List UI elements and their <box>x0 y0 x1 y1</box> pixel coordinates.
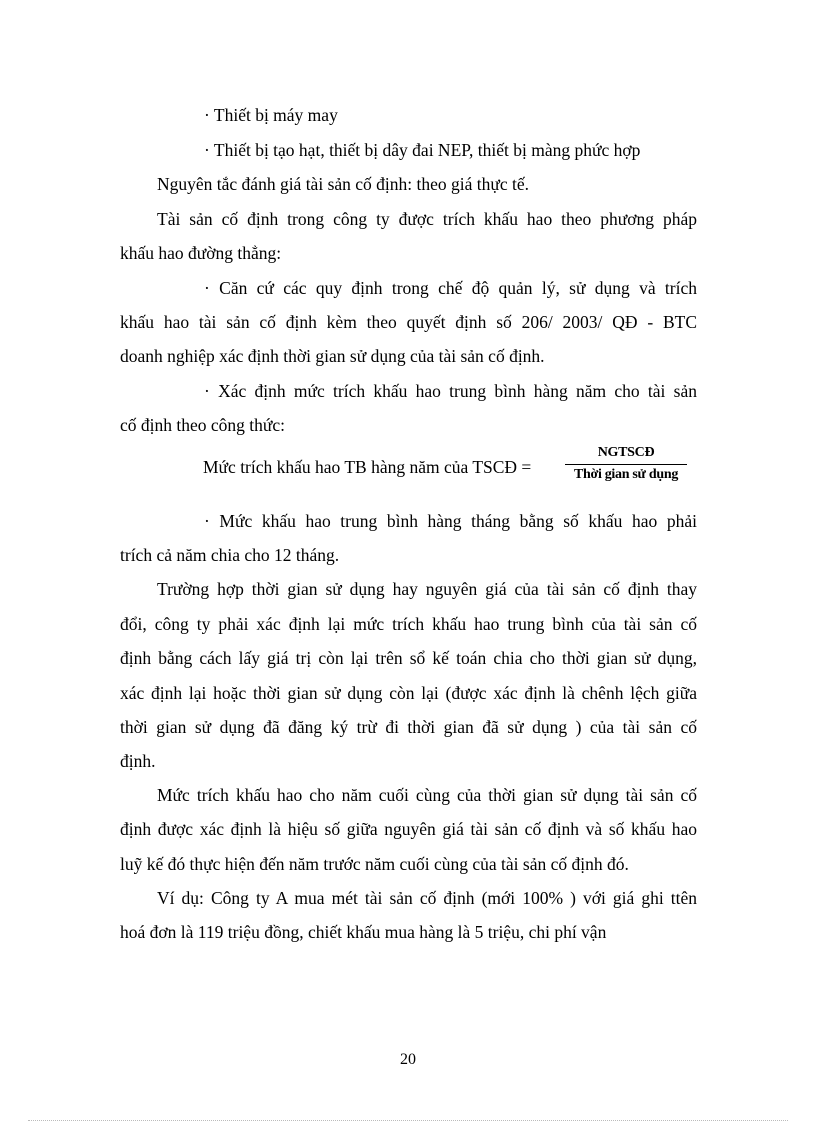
page-bottom-rule <box>28 1120 788 1121</box>
bullet-regulation-line-3: doanh nghiệp xác định thời gian sử dụng của tài sản cố định. <box>120 346 545 366</box>
bullet-granulation-equipment: · Thiết bị tạo hạt, thiết bị dây đai NEP, thiết bị màng phức hợp <box>204 140 641 160</box>
paragraph-change-line-3: định bằng cách lấy giá trị còn lại trên sổ kế toán chia cho thời gian sử dụng, <box>120 648 697 668</box>
bullet-annual-rate-line-1: · Xác định mức trích khấu hao trung bình hàng năm cho tài sản <box>204 381 697 401</box>
bullet-monthly-line-2: trích cả năm chia cho 12 tháng. <box>120 545 340 565</box>
paragraph-change-line-6: định. <box>120 751 156 771</box>
formula-lhs: Mức trích khấu hao TB hàng năm của TSCĐ = <box>203 457 532 477</box>
bullet-annual-rate-line-2: cố định theo công thức: <box>120 415 286 435</box>
paragraph-valuation-principle: Nguyên tắc đánh giá tài sản cố định: theo giá thực tế. <box>157 174 530 194</box>
formula-denominator: Thời gian sử dụng <box>573 467 679 482</box>
page-number: 20 <box>400 1051 416 1068</box>
paragraph-final-year-line-2: định được xác định là hiệu số giữa nguyên giá tài sản cố định và số khấu hao <box>120 819 697 839</box>
paragraph-depreciation-line-2: khấu hao đường thẳng: <box>120 243 282 263</box>
paragraph-change-line-5: thời gian sử dụng đã đăng ký trừ đi thời gian đã sử dụng ) của tài sản cố <box>120 717 697 737</box>
bullet-sewing-equipment: · Thiết bị máy may <box>204 105 338 125</box>
paragraph-change-line-4: xác định lại hoặc thời gian sử dụng còn lại (được xác định là chênh lệch giữa <box>120 683 697 703</box>
formula-fraction <box>565 444 687 484</box>
paragraph-example-line-1: Ví dụ: Công ty A mua mét tài sản cố định (mới 100% ) với giá ghi ttên <box>157 888 697 908</box>
paragraph-final-year-line-1: Mức trích khấu hao cho năm cuối cùng của thời gian sử dụng tài sản cố <box>157 785 697 805</box>
paragraph-final-year-line-3: luỹ kế đó thực hiện đến năm trước năm cuối cùng của tài sản cố định đó. <box>120 854 629 874</box>
paragraph-change-line-2: đổi, công ty phải xác định lại mức trích khấu hao trung bình của tài sản cố <box>120 614 697 634</box>
paragraph-depreciation-line-1: Tài sản cố định trong công ty được trích khấu hao theo phương pháp <box>157 209 697 229</box>
formula-numerator: NGTSCĐ <box>565 444 687 465</box>
paragraph-change-line-1: Trường hợp thời gian sử dụng hay nguyên giá của tài sản cố định thay <box>157 579 697 599</box>
bullet-regulation-line-2: khấu hao tài sản cố định kèm theo quyết định số 206/ 2003/ QĐ - BTC <box>120 312 697 332</box>
paragraph-example-line-2: hoá đơn là 119 triệu đồng, chiết khấu mua hàng là 5 triệu, chi phí vận <box>120 922 607 942</box>
bullet-regulation-line-1: · Căn cứ các quy định trong chế độ quản lý, sử dụng và trích <box>204 278 697 298</box>
bullet-monthly-line-1: · Mức khấu hao trung bình hàng tháng bằng số khấu hao phải <box>204 511 697 531</box>
